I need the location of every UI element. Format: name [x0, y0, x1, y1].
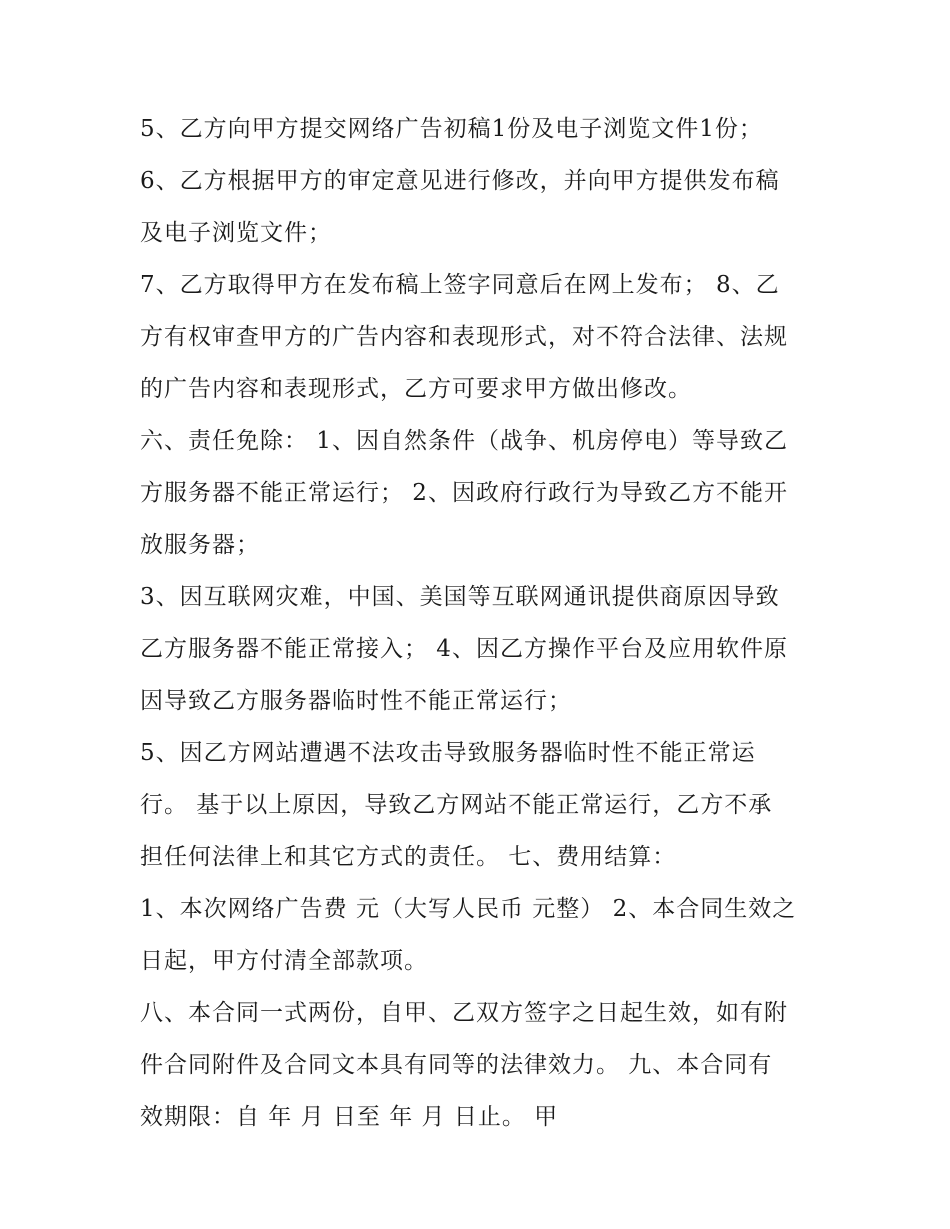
text-line: 5、乙方向甲方提交网络广告初稿1份及电子浏览文件1份；	[140, 116, 763, 142]
text-line: 及电子浏览文件；	[140, 220, 332, 246]
text-line: 六、责任免除： 1、因自然条件（战争、机房停电）等导致乙	[140, 428, 788, 454]
text-line: 因导致乙方服务器临时性不能正常运行；	[140, 688, 572, 714]
text-line: 6、乙方根据甲方的审定意见进行修改，并向甲方提供发布稿	[140, 168, 780, 194]
text-line: 1、本次网络广告费 元（大写人民币 元整） 2、本合同生效之	[140, 896, 797, 922]
text-line: 效期限：自 年 月 日至 年 月 日止。 甲	[140, 1104, 559, 1130]
text-line: 方有权审查甲方的广告内容和表现形式，对不符合法律、法规	[140, 324, 788, 350]
text-line: 5、因乙方网站遭遇不法攻击导致服务器临时性不能正常运	[140, 740, 756, 766]
text-line: 方服务器不能正常运行； 2、因政府行政行为导致乙方不能开	[140, 480, 788, 506]
text-line: 放服务器；	[140, 532, 260, 558]
text-line: 日起，甲方付清全部款项。	[140, 948, 428, 974]
text-line: 八、本合同一式两份，自甲、乙双方签字之日起生效，如有附	[140, 1000, 788, 1026]
text-line: 的广告内容和表现形式，乙方可要求甲方做出修改。	[140, 376, 692, 402]
text-line: 行。 基于以上原因，导致乙方网站不能正常运行，乙方不承	[140, 792, 773, 818]
text-line: 3、因互联网灾难，中国、美国等互联网通讯提供商原因导致	[140, 584, 780, 610]
text-line: 件合同附件及合同文本具有同等的法律效力。 九、本合同有	[140, 1052, 773, 1078]
document-body	[140, 103, 820, 1143]
text-line: 担任何法律上和其它方式的责任。 七、费用结算：	[140, 844, 677, 870]
text-line: 7、乙方取得甲方在发布稿上签字同意后在网上发布； 8、乙	[140, 272, 780, 298]
text-line: 乙方服务器不能正常接入； 4、因乙方操作平台及应用软件原	[140, 636, 788, 662]
